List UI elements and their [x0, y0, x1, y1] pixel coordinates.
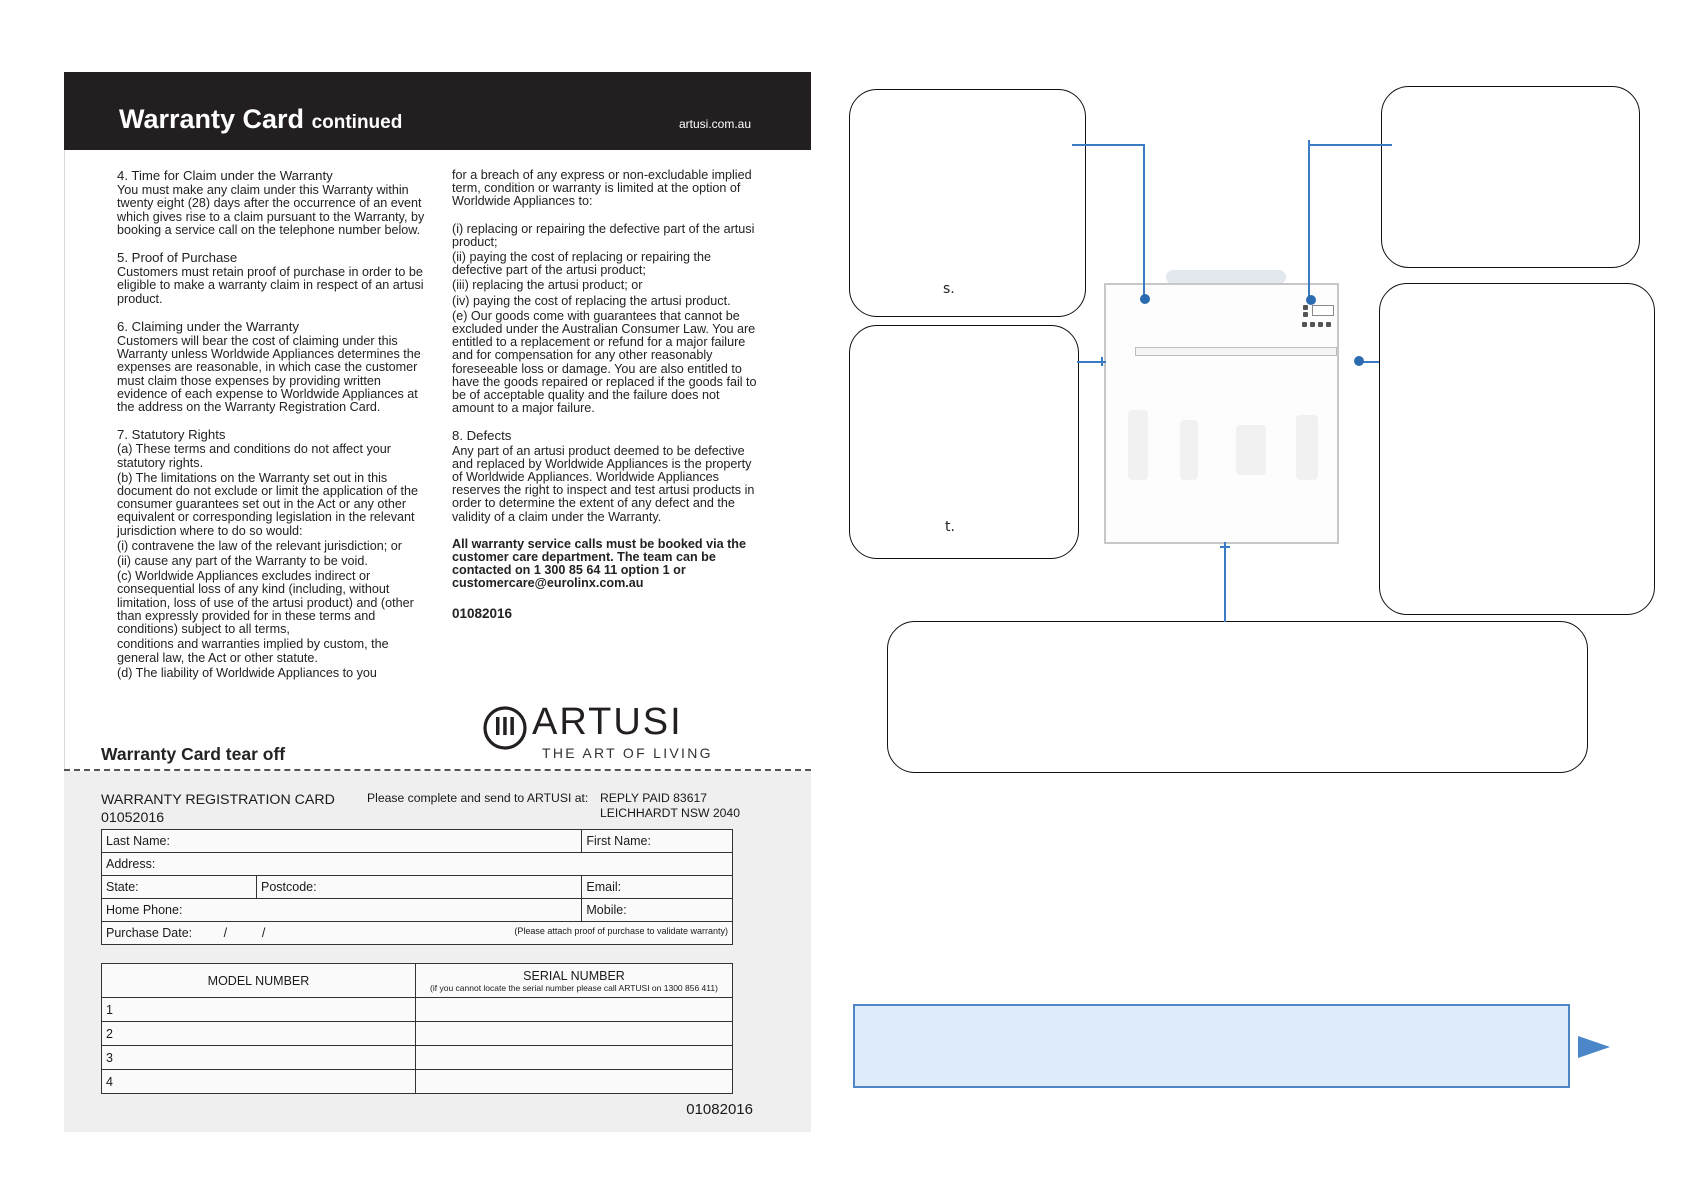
table-row [102, 853, 733, 876]
serial-cell[interactable] [416, 998, 733, 1022]
purchase-date-label: Purchase Date: [106, 926, 193, 940]
postcode-field[interactable]: Postcode: [257, 876, 582, 899]
logo-tagline: THE ART OF LIVING [542, 745, 713, 761]
oven-door-handle [1135, 347, 1337, 356]
oven-shade [1236, 425, 1266, 475]
control-button-icon [1303, 305, 1308, 310]
logo-mark-icon [482, 705, 528, 751]
artusi-logo [482, 701, 722, 761]
document-header [64, 72, 811, 150]
table-row [102, 1070, 733, 1094]
control-button-icon [1310, 322, 1315, 327]
callout-top-left [849, 89, 1086, 317]
section-heading: 6. Claiming under the Warranty [117, 318, 300, 334]
section-text: (e) Our goods come with guarantees that cannot be excluded under the Australian Consumer Law. You are entitled to a replacement or refund for a major failure and for compensation for any other reasonably foreseeable loss or damage. You are also entitled to have the goods repaired or replaced if the goods fail to be of acceptable quality and the failure does not amount to a major failure. [452, 308, 757, 416]
document-code: 01082016 [452, 605, 513, 621]
section-heading: 7. Statutory Rights [117, 427, 226, 443]
serial-cell[interactable] [416, 1070, 733, 1094]
send-instruction: Please complete and send to ARTUSI at: [367, 791, 589, 805]
callout-text: s. [943, 281, 955, 297]
registration-code: 01052016 [101, 810, 165, 826]
details-table [101, 829, 733, 945]
model-cell[interactable]: 2 [102, 1022, 416, 1046]
callout-dot [1306, 295, 1316, 305]
serial-cell[interactable] [416, 1046, 733, 1070]
oven-display [1312, 305, 1334, 316]
section-text: (d) The liability of Worldwide Appliances to you [117, 665, 377, 680]
left-column [117, 169, 427, 694]
leader-line [1308, 144, 1392, 146]
reply-address-line1: REPLY PAID 83617 [600, 791, 708, 805]
serial-number-header [416, 964, 733, 998]
attach-proof-note: (Please attach proof of purchase to validate warranty) [514, 926, 728, 936]
table-row [102, 1022, 733, 1046]
last-name-field[interactable]: Last Name: [102, 830, 582, 853]
section-text: (iv) paying the cost of replacing the artusi product. [452, 293, 731, 308]
callout-text: t. [945, 519, 955, 535]
leader-line [1101, 357, 1103, 366]
bottom-code: 01082016 [686, 1101, 753, 1118]
model-number-header: MODEL NUMBER [102, 964, 416, 998]
section-statutory-rights [117, 428, 427, 680]
callout-top-right [1381, 86, 1640, 268]
table-row [102, 1046, 733, 1070]
table-row [102, 899, 733, 922]
callout-dot [1140, 294, 1150, 304]
right-column [452, 169, 762, 634]
table-row [102, 998, 733, 1022]
leader-line [1308, 140, 1310, 298]
section-text: Any part of an artusi product deemed to be defective and replaced by Worldwide Appliances is the property of Worldwide Appliances. Worldwide Appliances reserves the right to inspect and test artusi products in order to determine the extent of any defect and the validity of a claim under the Warranty. [452, 443, 755, 524]
leader-line [1220, 546, 1230, 548]
next-arrow-icon[interactable] [1578, 1036, 1610, 1058]
section-text: conditions and warranties implied by custom, the general law, the Act or other statute. [117, 637, 389, 665]
section-text: (i) contravene the law of the relevant jurisdiction; or [117, 538, 402, 553]
section-heading: 8. Defects [452, 428, 512, 444]
section-text: Customers will bear the cost of claiming under this Warranty unless Worldwide Appliances determines the expenses are reasonable, in which case the customer must claim those expenses by providing written evidence of each expense to Worldwide Appliances at the address on the Warranty Registration Card. [117, 334, 421, 415]
table-row [102, 922, 733, 945]
date-separators: / / [223, 926, 266, 940]
address-field[interactable]: Address: [102, 853, 733, 876]
table-row [102, 830, 733, 853]
website-url: artusi.com.au [678, 117, 751, 131]
highlight-banner [853, 1004, 1570, 1088]
table-row [102, 876, 733, 899]
control-button-icon [1326, 322, 1331, 327]
section-claiming [117, 320, 427, 414]
title-main: Warranty Card [119, 104, 305, 134]
callout-right [1379, 283, 1655, 615]
email-field[interactable]: Email: [582, 876, 733, 899]
serial-number-title: SERIAL NUMBER [523, 968, 625, 983]
oven-shade [1180, 420, 1198, 480]
section-proof-of-purchase [117, 251, 427, 306]
title-suffix: continued [311, 112, 403, 133]
reply-address-line2: LEICHHARDT NSW 2040 [600, 806, 740, 820]
callout-bottom [887, 621, 1588, 773]
section-text: (ii) cause any part of the Warranty to be void. [117, 554, 368, 569]
control-button-icon [1303, 312, 1308, 317]
section-time-for-claim [117, 169, 427, 237]
logo-brand-text: ARTUSI [532, 701, 683, 743]
model-serial-table [101, 963, 733, 1094]
section-text: (a) These terms and conditions do not affect your statutory rights. [117, 442, 391, 470]
section-text: Customers must retain proof of purchase in order to be eligible to make a warranty claim in respect of an artusi product. [117, 265, 424, 306]
section-heading: 4. Time for Claim under the Warranty [117, 168, 333, 183]
section-text: (iii) replacing the artusi product; or [452, 278, 643, 293]
callout-dot [1354, 356, 1364, 366]
warranty-document [64, 72, 811, 1132]
section-text: (c) Worldwide Appliances excludes indirect or consequential loss of any kind (including, without limitation, loss of use of the artusi product) and (other than expressly provided for in these terms and conditions) subject to all terms, [117, 569, 414, 637]
section-text: (i) replacing or repairing the defective part of the artusi product; [452, 221, 755, 249]
first-name-field[interactable]: First Name: [582, 830, 733, 853]
section-text: (ii) paying the cost of replacing or repairing the defective part of the artusi product; [452, 250, 712, 278]
section-heading: 5. Proof of Purchase [117, 250, 238, 266]
table-header-row [102, 964, 733, 998]
leader-line [1072, 144, 1144, 146]
page-edge-rule [64, 150, 65, 850]
purchase-date-field[interactable] [102, 922, 733, 945]
model-cell[interactable]: 3 [102, 1046, 416, 1070]
model-cell[interactable]: 1 [102, 998, 416, 1022]
oven-top-glow [1166, 270, 1286, 284]
leader-line [1224, 542, 1226, 622]
model-cell[interactable]: 4 [102, 1070, 416, 1094]
section-service-notice [452, 538, 762, 620]
registration-card [64, 771, 811, 1132]
registration-title: WARRANTY REGISTRATION CARD [101, 792, 335, 808]
callout-mid-left [849, 325, 1079, 559]
mobile-field[interactable]: Mobile: [582, 899, 733, 922]
document-title [119, 104, 402, 135]
oven-shade [1296, 415, 1318, 480]
home-phone-field[interactable]: Home Phone: [102, 899, 582, 922]
section-text: You must make any claim under this Warranty within twenty eight (28) days after the occurrence of an event which gives rise to a claim pursuant to the Warranty, by booking a service call on the telephone number below. [117, 183, 425, 237]
section-liability-options [452, 223, 762, 416]
state-field[interactable]: State: [102, 876, 257, 899]
oven-shade [1128, 410, 1148, 480]
serial-number-note: (if you cannot locate the serial number please call ARTUSI on 1300 856 411) [430, 982, 718, 993]
section-liability [452, 169, 762, 209]
section-text: (b) The limitations on the Warranty set out in this document do not exclude or limit the application of the consumer guarantees set out in the Act or any other equivalent or corresponding legislation in the relevant jurisdiction where to do so would: [117, 470, 419, 538]
section-text: for a breach of any express or non-excludable implied term, condition or warranty is limited at the option of Worldwide Appliances to: [452, 168, 752, 209]
control-button-icon [1318, 322, 1323, 327]
serial-cell[interactable] [416, 1022, 733, 1046]
service-notice: All warranty service calls must be booked via the customer care department. The team can be contacted on 1 300 85 64 11 option 1 or customercare@eurolinx.com.au [452, 536, 746, 591]
leader-line [1143, 144, 1145, 297]
control-button-icon [1302, 322, 1307, 327]
tear-off-title: Warranty Card tear off [101, 744, 286, 764]
section-defects [452, 429, 762, 523]
